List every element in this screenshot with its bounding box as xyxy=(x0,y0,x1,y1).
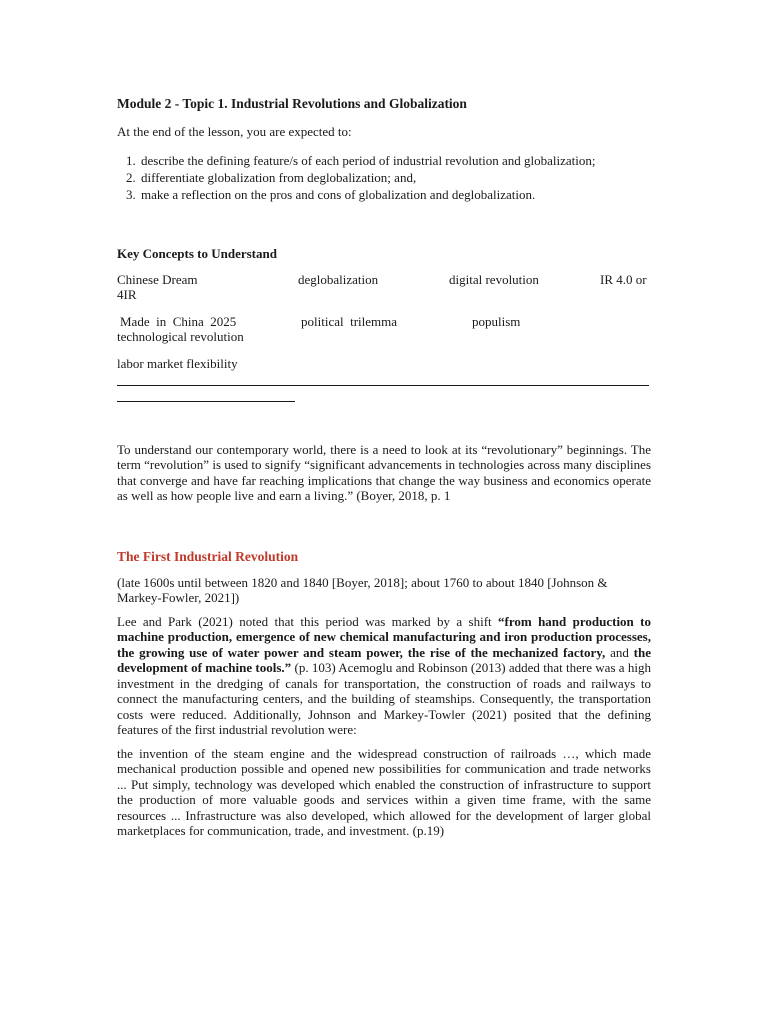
objective-item: 3. make a reflection on the pros and cons of globalization and deglobalization. xyxy=(139,186,651,203)
key-concept-term: 4IR xyxy=(117,286,137,302)
bold-quote: “from hand production to machine production, emergence of new chemical manufacturing and iron production processes, the growing use of water power and steam power, the rise of the mechanized factory, xyxy=(117,613,651,660)
separator-line xyxy=(117,401,295,402)
key-concept-term: technological revolution xyxy=(117,328,244,344)
key-concepts-row xyxy=(117,356,651,371)
module-title: Module 2 - Topic 1. Industrial Revolutions and Globalization xyxy=(117,96,467,111)
understand-paragraph: To understand our contemporary world, there is a need to look at its “revolutionary” beginnings. The term “revolution” is used to signify “significant advancements in technologies across many disciplines that converge and have far reaching implications that change the way business and economics operate as well as how people live and earn a living.” (Boyer, 2018, p. 1 xyxy=(117,441,651,503)
separator-line xyxy=(117,385,649,386)
key-concept-term: Chinese Dream xyxy=(117,271,198,287)
intro-text: At the end of the lesson, you are expected to: xyxy=(117,124,352,139)
first-ir-dates: (late 1600s until between 1820 and 1840 [Boyer, 2018]; about 1760 to about 1840 [Johnson & Markey-Fowler, 2021]) xyxy=(117,574,608,605)
objectives-list xyxy=(117,152,651,203)
first-ir-heading: The First Industrial Revolution xyxy=(117,548,299,564)
key-concept-term: Made in China 2025 xyxy=(120,313,237,329)
bold-quote: the development of machine tools.” xyxy=(117,644,651,675)
key-concept-term: populism xyxy=(472,313,521,329)
paragraph-text: Lee and Park (2021) noted that this period was marked by a shift xyxy=(117,613,498,629)
block-quote: the invention of the steam engine and the widespread construction of railroads …, which made mechanical production possible and opened new possibilities for communication and trade networks ... Put simply, technology was developed which enabled the construction of infrastructure to support the production of more valuable goods and services within a given time frame, with the same resources ... Infrastructure was also developed, which allowed for the development of larger global marketplaces for communication, trade, and investment. (p.19) xyxy=(117,745,651,838)
key-concept-term: deglobalization xyxy=(298,271,379,287)
document-content xyxy=(117,96,651,839)
paragraph-text: and xyxy=(605,644,634,660)
key-concepts-row xyxy=(117,272,651,304)
key-concept-term: labor market flexibility xyxy=(117,355,238,371)
paragraph-text: (p. 103) Acemoglu and Robinson (2013) added that there was a high investment in the dredging of canals for transportation, the construction of roads and railways to connect the manufacturing centers, and the building of steamships. Consequently, the transportation costs were reduced. Additionally, Johnson and Markey-Towler (2021) posited that the defining features of the first industrial revolution were: xyxy=(117,660,651,737)
key-concepts-row xyxy=(117,314,651,346)
first-ir-paragraph xyxy=(117,614,651,738)
objective-item: 1. describe the defining feature/s of each period of industrial revolution and globalization; xyxy=(139,152,651,169)
key-concept-term: digital revolution xyxy=(449,271,539,287)
key-concept-term: IR 4.0 or xyxy=(600,271,647,287)
objective-item: 2. differentiate globalization from deglobalization; and, xyxy=(139,169,651,186)
key-concepts-heading: Key Concepts to Understand xyxy=(117,245,277,261)
key-concept-term: political trilemma xyxy=(301,313,398,329)
